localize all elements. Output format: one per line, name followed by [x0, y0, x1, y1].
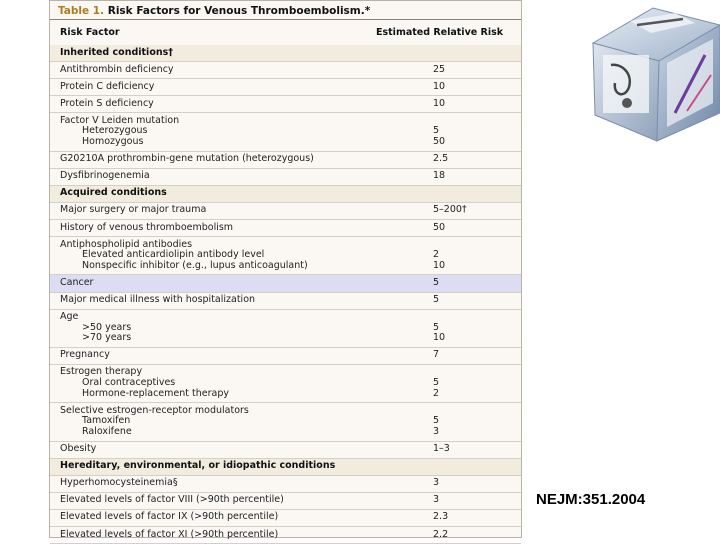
- table-row: [50, 96, 521, 113]
- row-label: Hyperhomocysteinemia§: [60, 477, 178, 489]
- risk-factor-table: [49, 0, 522, 538]
- row-label: Obesity: [60, 443, 97, 455]
- column-header-risk-factor: Risk Factor: [60, 27, 120, 38]
- row-sublabel: Oral contraceptives: [82, 377, 176, 389]
- row-label: History of venous thromboembolism: [60, 221, 234, 233]
- row-label: Factor V Leiden mutation: [60, 114, 180, 126]
- table-row: [50, 365, 521, 403]
- table-row: [50, 237, 521, 275]
- row-risk-value: 2.5: [433, 153, 449, 165]
- row-risk-value: 2: [433, 387, 440, 399]
- row-label: Elevated levels of factor IX (>90th percentile): [60, 511, 279, 523]
- row-risk-value: 50: [433, 221, 446, 233]
- table-row: [50, 113, 521, 151]
- column-header-relative-risk: Estimated Relative Risk: [376, 27, 504, 38]
- row-sublabel: >50 years: [82, 321, 132, 333]
- row-label: G20210A prothrombin-gene mutation (heterozygous): [60, 153, 314, 165]
- row-risk-value: 5–200†: [433, 204, 467, 216]
- medical-instruments-cube-icon: [575, 3, 720, 143]
- row-risk-value: 5: [433, 377, 440, 389]
- row-risk-value: 10: [433, 80, 446, 92]
- row-sublabel: Elevated anticardiolipin antibody level: [82, 249, 265, 261]
- table-row: [50, 310, 521, 348]
- table-header: [50, 19, 521, 47]
- row-label: Dysfibrinogenemia: [60, 170, 150, 182]
- row-sublabel: Heterozygous: [82, 125, 148, 137]
- row-risk-value: 5: [433, 276, 440, 288]
- row-label: Protein C deficiency: [60, 80, 155, 92]
- row-risk-value: 10: [433, 97, 446, 109]
- table-caption: Risk Factors for Venous Thromboembolism.*: [107, 5, 371, 17]
- row-risk-value: 2.3: [433, 511, 449, 523]
- row-risk-value: 2: [433, 249, 440, 261]
- row-label: Estrogen therapy: [60, 366, 143, 378]
- row-sublabel: Tamoxifen: [82, 415, 131, 427]
- row-label: Age: [60, 311, 79, 323]
- row-label: Elevated levels of factor XI (>90th percentile): [60, 528, 279, 540]
- table-row: [50, 152, 521, 169]
- row-risk-value: 3: [433, 494, 440, 506]
- row-risk-value: 5: [433, 321, 440, 333]
- table-row: [50, 203, 521, 220]
- row-label: Pregnancy: [60, 349, 110, 361]
- table-number: Table 1.: [58, 5, 105, 17]
- table-row: [50, 275, 521, 292]
- row-risk-value: 3: [433, 425, 440, 437]
- row-risk-value: 2.2: [433, 528, 449, 540]
- row-risk-value: 10: [433, 332, 446, 344]
- table-row: [50, 293, 521, 310]
- table-row: [50, 527, 521, 544]
- table-section-row: [50, 45, 521, 62]
- citation: NEJM:351.2004: [536, 491, 646, 508]
- row-risk-value: 18: [433, 170, 446, 182]
- row-sublabel: Hormone-replacement therapy: [82, 387, 229, 399]
- row-risk-value: 5: [433, 125, 440, 137]
- row-label: Selective estrogen-receptor modulators: [60, 404, 249, 416]
- table-row: [50, 510, 521, 527]
- table-title: [58, 5, 370, 17]
- table-row: [50, 442, 521, 459]
- row-risk-value: 5: [433, 415, 440, 427]
- row-risk-value: 50: [433, 136, 446, 148]
- table-row: [50, 169, 521, 186]
- row-risk-value: 5: [433, 294, 440, 305]
- row-sublabel: >70 years: [82, 332, 132, 344]
- row-risk-value: 10: [433, 259, 446, 271]
- table-row: [50, 62, 521, 79]
- section-heading: Hereditary, environmental, or idiopathic conditions: [60, 460, 336, 472]
- table-row: [50, 79, 521, 96]
- table-row: [50, 403, 521, 441]
- row-label: Major medical illness with hospitalization: [60, 294, 256, 305]
- table-row: [50, 220, 521, 237]
- section-heading: Acquired conditions: [60, 187, 167, 199]
- row-label: Antithrombin deficiency: [60, 63, 174, 75]
- row-label: Antiphospholipid antibodies: [60, 238, 193, 250]
- table-row: [50, 476, 521, 493]
- table-section-row: [50, 186, 521, 203]
- row-risk-value: 3: [433, 477, 440, 489]
- row-label: Elevated levels of factor VIII (>90th percentile): [60, 494, 284, 506]
- row-label: Protein S deficiency: [60, 97, 154, 109]
- table-row: [50, 493, 521, 510]
- row-sublabel: Raloxifene: [82, 425, 132, 437]
- row-sublabel: Homozygous: [82, 136, 144, 148]
- table-section-row: [50, 459, 521, 476]
- row-risk-value: 7: [433, 349, 440, 361]
- row-risk-value: 25: [433, 63, 446, 75]
- table-body: [50, 45, 521, 544]
- row-label: Major surgery or major trauma: [60, 204, 207, 216]
- row-sublabel: Nonspecific inhibitor (e.g., lupus anticoagulant): [82, 259, 308, 271]
- row-label: Cancer: [60, 276, 94, 288]
- section-heading: Inherited conditions†: [60, 46, 174, 58]
- row-risk-value: 1–3: [433, 443, 450, 455]
- table-row: [50, 348, 521, 365]
